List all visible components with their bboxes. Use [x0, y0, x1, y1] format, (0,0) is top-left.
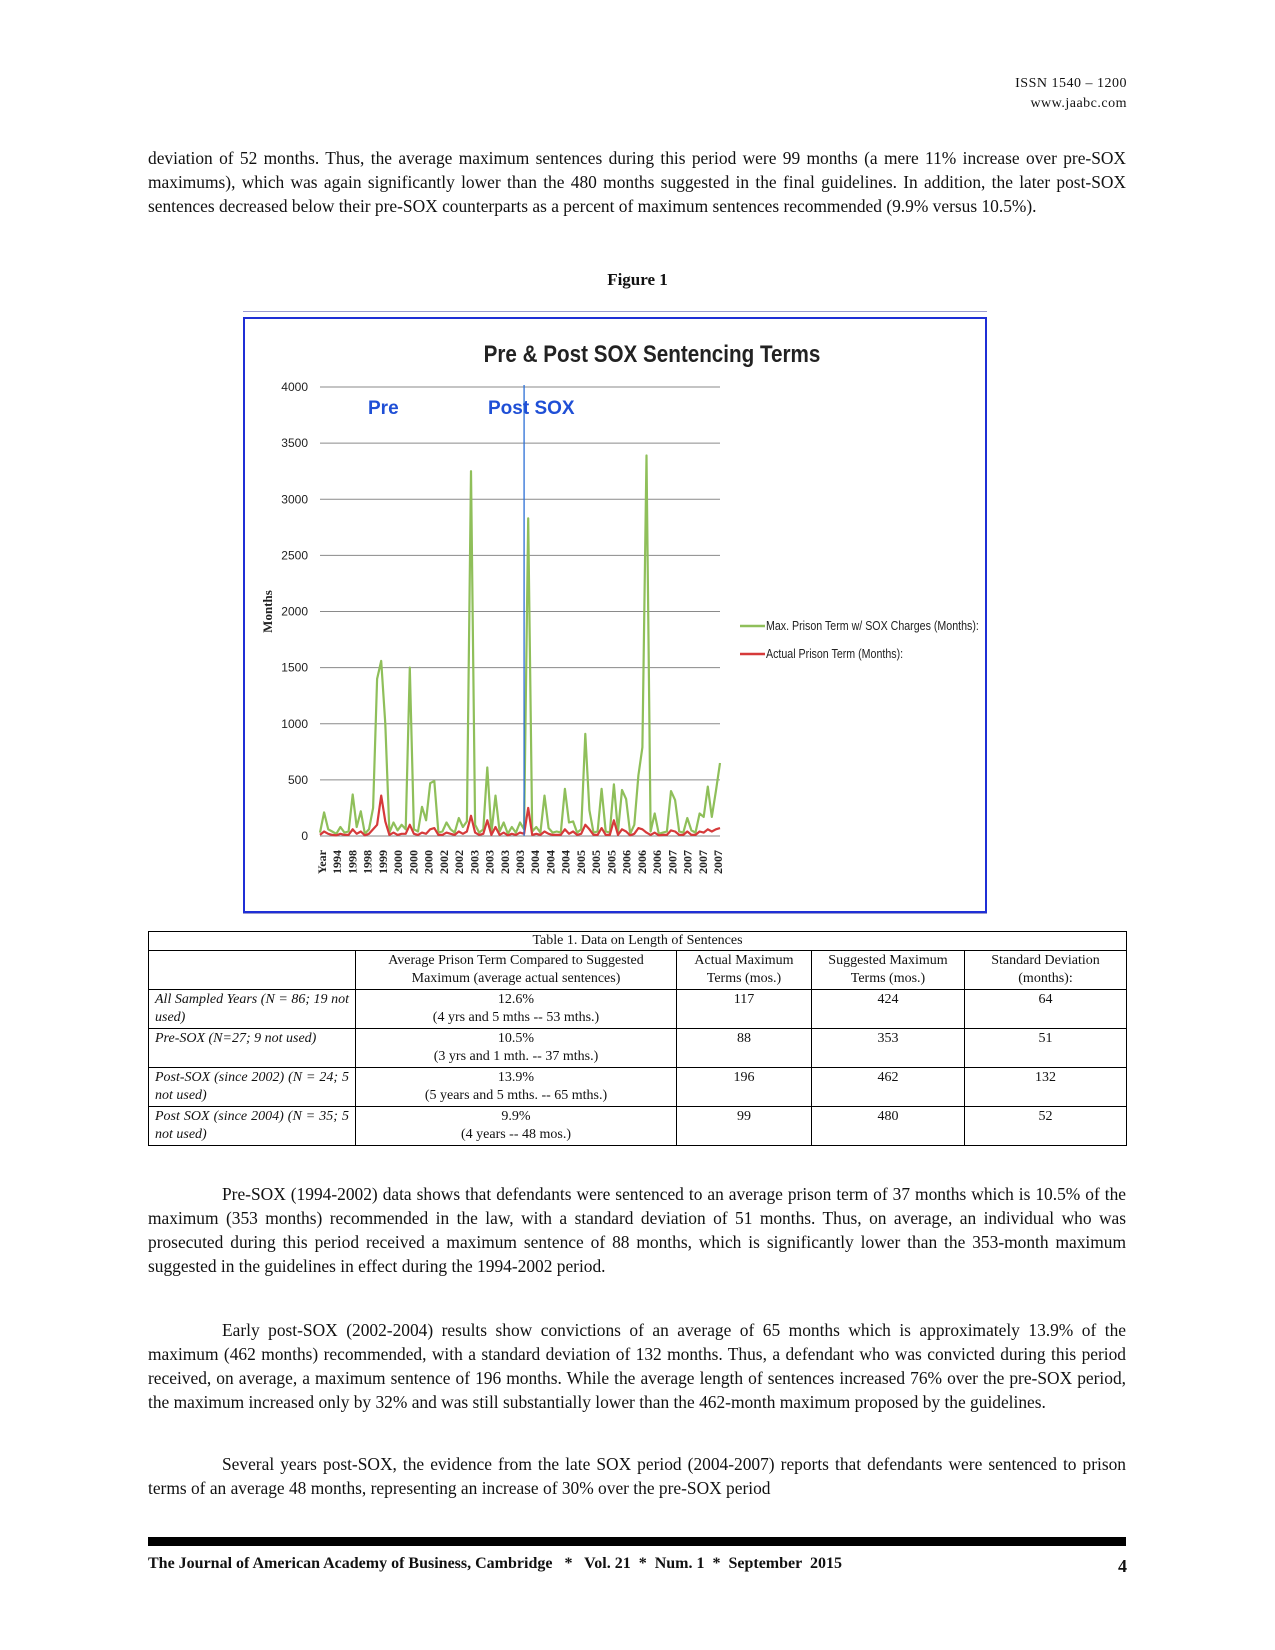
x-tick-label: 1994 [330, 850, 345, 874]
average-pct: 13.9% [497, 1070, 535, 1085]
y-tick-label: 1000 [281, 716, 308, 731]
chart-legend [740, 618, 979, 661]
table-row [149, 1029, 1127, 1068]
x-tick-label: 2000 [391, 850, 406, 874]
average-detail: (4 years -- 48 mos.) [460, 1127, 572, 1142]
paragraph-2: Pre-SOX (1994-2002) data shows that defendants were sentenced to an average prison term of 37 months which is 10.5% of the maximum (353 months) recommended in the law, with a standard deviation of 51 months. Thus, on average, an individual who was prosecuted during this period received a maximum sentence of 88 months, which is significantly lower than the 353-month maximum suggested in the guidelines in effect during the 1994-2002 period. [148, 1184, 1126, 1276]
x-tick-label: 1998 [360, 850, 375, 874]
row-sd: 52 [965, 1107, 1127, 1146]
sentence-length-table [148, 931, 1127, 1146]
row-actual: 117 [677, 990, 812, 1029]
x-tick-label: 2007 [711, 850, 725, 874]
table-header-actual: Actual Maximum Terms (mos.) [677, 951, 812, 990]
table-row [149, 990, 1127, 1029]
y-tick-label: 3500 [281, 436, 308, 451]
x-tick-label: 1999 [375, 850, 390, 874]
y-tick-label: 500 [287, 772, 308, 787]
x-tick-label: 2007 [695, 850, 710, 874]
row-suggested: 462 [812, 1068, 965, 1107]
legend-label: Actual Prison Term (Months): [766, 645, 904, 662]
row-average [356, 1068, 677, 1107]
series-line-max-term [320, 456, 720, 834]
row-suggested: 480 [812, 1107, 965, 1146]
paragraph-1: deviation of 52 months. Thus, the average maximum sentences during this period were 99 months (a mere 11% increase over pre-SOX maximums), which was again significantly lower than the 480 months suggested in the final guidelines. In addition, the later post-SOX sentences decreased below their pre-SOX counterparts as a percent of maximum sentences recommended (9.9% versus 10.5%). [148, 148, 1126, 216]
paragraph-4: Several years post-SOX, the evidence from the late SOX period (2004-2007) reports that defendants were sentenced to prison terms of an average 48 months, representing an increase of 30% over the pre-SOX period [148, 1454, 1126, 1498]
row-actual: 99 [677, 1107, 812, 1146]
x-tick-label: 2000 [406, 850, 421, 874]
row-sd: 64 [965, 990, 1127, 1029]
y-axis-label: Months [260, 590, 275, 633]
y-tick-label: 2500 [281, 548, 308, 563]
legend-label: Max. Prison Term w/ SOX Charges (Months): [766, 617, 979, 634]
x-tick-label: 2000 [421, 850, 436, 874]
table-row [149, 1107, 1127, 1146]
row-label: Post SOX (since 2004) (N = 35; 5 not used) [149, 1107, 356, 1146]
y-tick-label: 0 [301, 829, 308, 843]
row-suggested: 424 [812, 990, 965, 1029]
row-actual: 196 [677, 1068, 812, 1107]
series-lines [320, 456, 720, 836]
x-tick-labels [315, 849, 725, 874]
row-average [356, 1029, 677, 1068]
y-tick-label: 3000 [281, 492, 308, 507]
x-tick-label: 2006 [634, 850, 649, 874]
x-tick-label: 2005 [604, 850, 619, 874]
paragraph-3: Early post-SOX (2002-2004) results show convictions of an average of 65 months which is approximately 13.9% of the maximum (462 months) recommended, with a standard deviation of 132 months. Thus, a defendant who was convicted during this period received, on average, a maximum sentence of 196 months. While the average length of sentences increased 76% over the pre-SOX period, the maximum increased only by 32% and was still substantially lower than the 462-month maximum proposed by the guidelines. [148, 1320, 1126, 1412]
row-actual: 88 [677, 1029, 812, 1068]
x-tick-label: 2002 [452, 850, 467, 874]
y-tick-label: 4000 [281, 380, 308, 394]
figure-label: Figure 1 [607, 270, 668, 289]
x-tick-label: 2005 [573, 850, 588, 874]
website: www.jaabc.com [1030, 96, 1127, 111]
row-label: Post-SOX (since 2002) (N = 24; 5 not used) [149, 1068, 356, 1107]
average-detail: (4 yrs and 5 mths -- 53 mths.) [432, 1010, 600, 1025]
x-tick-label: 2004 [543, 850, 558, 874]
chart-title: Pre & Post SOX Sentencing Terms [483, 340, 821, 368]
footer-rule [148, 1537, 1126, 1546]
table-header-sd: Standard Deviation (months): [965, 951, 1127, 990]
row-label: All Sampled Years (N = 86; 19 not used) [149, 990, 356, 1029]
x-tick-label: 2007 [665, 850, 680, 874]
average-detail: (5 years and 5 mths. -- 65 mths.) [424, 1088, 608, 1103]
row-average [356, 990, 677, 1029]
y-tick-label: 1500 [281, 660, 308, 675]
x-tick-label: 2007 [680, 850, 695, 874]
table-caption: Table 1. Data on Length of Sentences [149, 932, 1127, 951]
x-tick-label: 2004 [558, 850, 573, 874]
x-tick-label: Year [315, 850, 329, 874]
row-average [356, 1107, 677, 1146]
average-pct: 12.6% [497, 992, 535, 1007]
series-line-actual-term [320, 796, 720, 836]
row-label: Pre-SOX (N=27; 9 not used) [149, 1029, 356, 1068]
page-number: 4 [1118, 1556, 1127, 1576]
average-pct: 9.9% [501, 1109, 531, 1124]
table-header-average: Average Prison Term Compared to Suggested Maximum (average actual sentences) [356, 951, 677, 990]
x-tick-label: 1998 [345, 850, 360, 874]
y-tick-label: 2000 [281, 604, 308, 619]
x-tick-label: 2003 [467, 850, 482, 874]
y-tick-labels [281, 380, 308, 843]
average-detail: (3 yrs and 1 mth. -- 37 mths.) [433, 1049, 599, 1064]
post-region-label: Post SOX [488, 398, 575, 419]
table-header-empty [149, 951, 356, 990]
footer-journal: The Journal of American Academy of Business, Cambridge * Vol. 21 * Num. 1 * September 2015 [148, 1555, 842, 1572]
x-tick-label: 2006 [619, 850, 634, 874]
x-tick-label: 2003 [513, 850, 527, 874]
row-sd: 51 [965, 1029, 1127, 1068]
table-row [149, 1068, 1127, 1107]
row-sd: 132 [965, 1068, 1127, 1107]
chart-grid [320, 387, 720, 836]
x-tick-label: 2002 [436, 850, 451, 874]
table-header-suggested: Suggested Maximum Terms (mos.) [812, 951, 965, 990]
issn: ISSN 1540 – 1200 [1015, 76, 1127, 91]
row-suggested: 353 [812, 1029, 965, 1068]
x-tick-label: 2006 [650, 850, 665, 874]
average-pct: 10.5% [497, 1031, 535, 1046]
x-tick-label: 2005 [589, 850, 604, 874]
x-tick-label: 2003 [497, 850, 512, 874]
x-tick-label: 2004 [528, 850, 543, 874]
pre-region-label: Pre [368, 398, 399, 419]
x-tick-label: 2003 [482, 850, 497, 874]
